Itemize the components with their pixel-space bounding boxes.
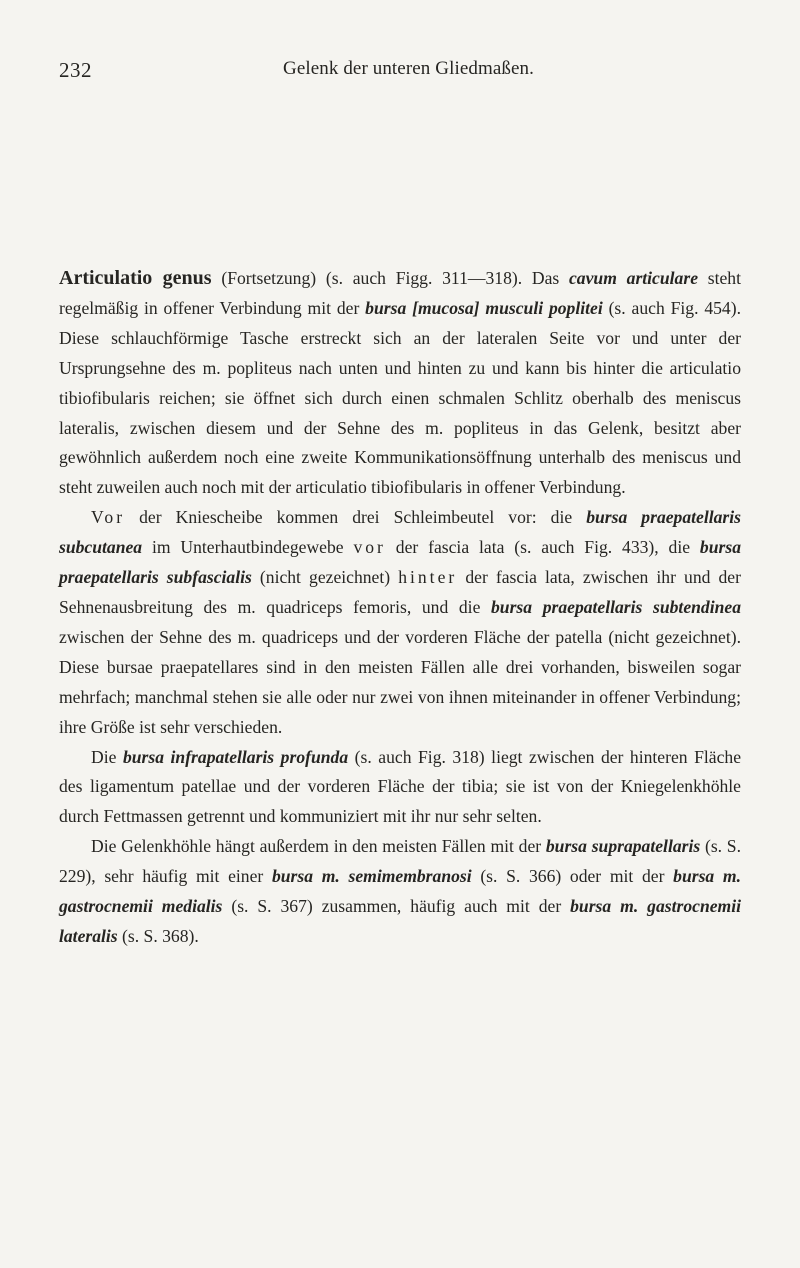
text-run: steht regelmäßig in offener Verbindung mit der	[59, 268, 741, 318]
term-italic: bursa praepatellaris subcutanea	[59, 507, 742, 558]
text-run: der Kniescheibe kommen drei Schleimbeutel vor: die	[125, 507, 587, 528]
page-header	[59, 58, 742, 88]
paragraph-articulatio-genus	[59, 264, 741, 503]
text-run: (s. auch Fig. 454). Diese schlauchförmige Tasche erstreckt sich an der lateralen Seite vor und unter der Ursprungsehne des m. popliteus nach unten und hinten zu und kann bis hinter die articulatio tibiofibularis reichen; sie öffnet sich durch einen schmalen Schlitz oberhalb des meniscus lateralis, zwischen diesem und der Sehne des m. popliteus in das Gelenk, besitzt aber gewöhnlich außerdem noch eine zweite Kommunikationsöffnung unterhalb des meniscus und steht zuweilen auch noch mit der articulatio tibiofibularis in offener Verbindung.	[59, 297, 741, 498]
spaced-emphasis: Vor	[91, 507, 126, 528]
text-run: (Fortsetzung) (s. auch Figg. 311—318). Das	[211, 268, 569, 288]
page-number: 232	[59, 58, 92, 82]
text-run: (s. S. 366) oder mit der	[471, 866, 674, 887]
text-run: der fascia lata (s. auch Fig. 433), die	[385, 537, 700, 558]
text-run: Die Gelenkhöhle hängt außerdem in den meisten Fällen mit der	[91, 836, 546, 857]
text-run: (s. auch Fig. 318) liegt zwischen der hinteren Fläche des ligamentum patellae und der vorderen Fläche der tibia; sie ist von der Kniegelenkhöhle durch Fettmassen getrennt und kommuniziert mit ihr nur sehr selten.	[59, 746, 741, 827]
text-run: der fascia lata, zwischen ihr und der Sehnenausbreitung des m. quadriceps femoris, und die	[59, 567, 741, 617]
term-italic: bursa m. gastrocnemii lateralis	[59, 896, 741, 946]
term-italic: bursa praepatellaris subfascialis	[59, 537, 741, 588]
term-italic: bursa [mucosa] musculi poplitei	[365, 297, 603, 318]
text-run: Die	[91, 746, 123, 767]
text-run: (s. S. 367) zusammen, häufig auch mit der	[222, 896, 571, 917]
body-text	[59, 264, 741, 952]
spaced-emphasis: vor	[353, 537, 386, 558]
term-italic: bursa infrapatellaris profunda	[122, 746, 349, 767]
running-title: Gelenk der unteren Gliedmaßen.	[283, 58, 534, 79]
paragraph-bursa-infrapatellaris	[59, 743, 741, 833]
term-italic: bursa praepatellaris subtendinea	[491, 596, 741, 617]
text-run: (s. S. 368).	[117, 925, 199, 946]
paragraph-bursae-praepatellares	[59, 503, 741, 742]
spaced-emphasis: hinter	[398, 567, 458, 588]
term-italic: bursa m. semimembranosi	[271, 866, 472, 887]
text-run: zwischen der Sehne des m. quadriceps und der vorderen Fläche der patella (nicht gezeichnet). Diese bursae praepatellares sind in den meisten Fällen alle drei vorhanden, bisweilen sogar mehrfach; manchmal stehen sie alle oder nur zwei von ihnen miteinander in offener Verbindung; ihre Größe ist sehr verschieden.	[59, 626, 741, 737]
term-italic: cavum articulare	[569, 268, 698, 288]
text-run: im Unterhautbindegewebe	[142, 537, 354, 558]
term-italic: bursa m. gastrocnemii medialis	[59, 866, 741, 917]
text-run: (s. S. 229), sehr häufig mit einer	[59, 836, 741, 887]
term-italic: bursa suprapatellaris	[545, 836, 701, 857]
section-heading: Articulatio genus	[59, 267, 212, 289]
paragraph-communications	[59, 832, 741, 952]
text-run: (nicht gezeichnet)	[251, 567, 399, 588]
